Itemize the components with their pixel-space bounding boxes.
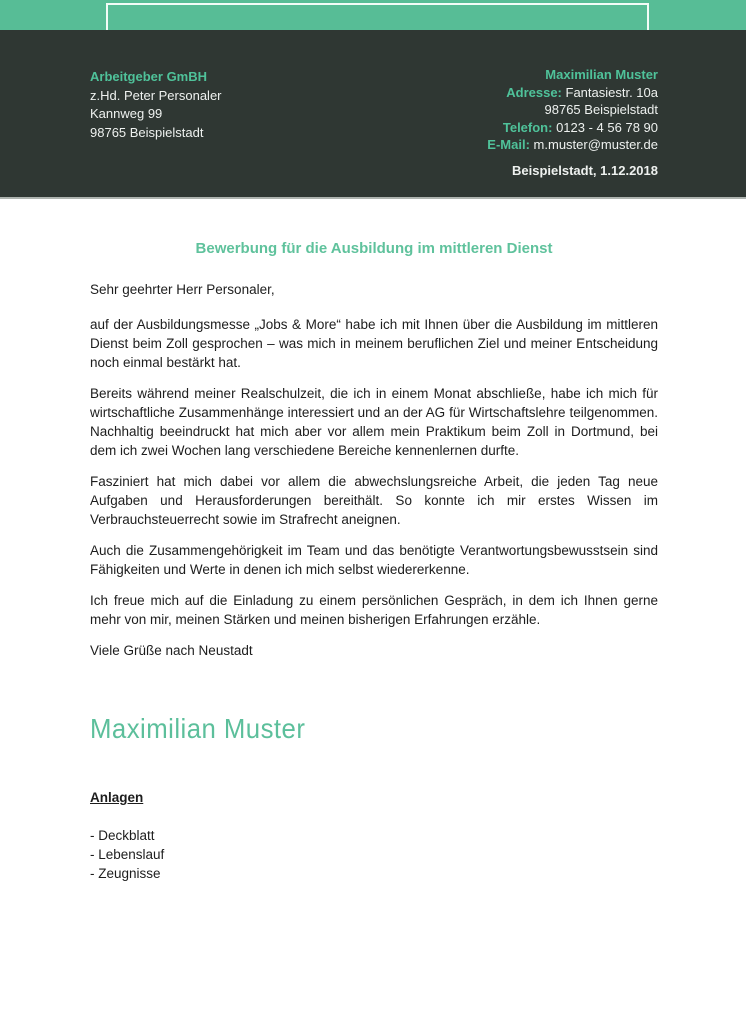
sender-value: Fantasiestr. 10a xyxy=(565,84,658,100)
sender-row-phone xyxy=(487,119,658,137)
attachments-section xyxy=(90,746,658,883)
recipient-company: Arbeitgeber GmBH xyxy=(90,69,208,84)
attachment-item: - Deckblatt xyxy=(90,828,155,843)
closing-line: Viele Grüße nach Neustadt xyxy=(90,643,253,658)
sender-label: Telefon: xyxy=(502,119,553,135)
sender-value: m.muster@muster.de xyxy=(533,137,658,152)
sender-value: 0123 - 4 56 78 90 xyxy=(556,119,658,135)
sender-contact-block xyxy=(487,66,658,179)
attachment-item: - Lebenslauf xyxy=(90,847,165,862)
paragraph: Bereits während meiner Realschulzeit, die ich in einem Monat abschließe, habe ich mich für wirtschaftliche Zusammenhänge interessiert und an der AG für Wirtschaftslehre teilgenommen. Nachhaltig beeindruckt hat mich aber vor allem mein Praktikum beim Zoll in Dortmund, bei dem ich zwei Wochen lang verschiedene Bereiche kennenlernen durfte. xyxy=(90,386,658,458)
recipient-line: 98765 Beispielstadt xyxy=(90,124,204,140)
place-and-date: Beispielstadt, 1.12.2018 xyxy=(512,162,658,178)
sender-row-email xyxy=(487,136,658,154)
subject-line: Bewerbung für die Ausbildung im mittleren Dienst xyxy=(195,240,553,257)
attachments-list xyxy=(90,826,658,883)
decorative-outline-rect xyxy=(106,3,649,30)
letter-paragraphs xyxy=(90,315,658,629)
sender-value: 98765 Beispielstadt xyxy=(544,102,658,117)
sender-label: Adresse: xyxy=(506,84,562,100)
paragraph: Auch die Zusammengehörigkeit im Team und das benötigte Verantwortungsbewusstsein sind Fähigkeiten und Werte in denen ich mich selbst wiedererkenne. xyxy=(90,543,658,577)
signature: Maximilian Muster xyxy=(90,713,306,744)
salutation: Sehr geehrter Herr Personaler, xyxy=(90,282,275,297)
recipient-address-block xyxy=(90,68,222,142)
paragraph: Fasziniert hat mich dabei vor allem die abwechslungsreiche Arbeit, die jeden Tag neue Aufgaben und Herausforderungen bereithält. So konnte ich mir erstes Wissen im Verbrauchsteuerrecht sowie im Strafrecht aneignen. xyxy=(90,474,658,527)
sender-row-city xyxy=(487,101,658,119)
sender-name: Maximilian Muster xyxy=(545,67,658,82)
sender-label: E-Mail: xyxy=(487,137,530,152)
letter-header xyxy=(0,30,746,199)
paragraph: Ich freue mich auf die Einladung zu einem persönlichen Gespräch, in dem ich Ihnen gerne mehr von mir, meinen Stärken und meinen bisherigen Erfahrungen erzähle. xyxy=(90,593,658,627)
paragraph: auf der Ausbildungsmesse „Jobs & More“ habe ich mit Ihnen über die Ausbildung im mittleren Dienst beim Zoll gesprochen – was mich in meinem beruflichen Ziel und meiner Entscheidung noch einmal bestärkt hat. xyxy=(90,317,658,370)
attachment-item: - Zeugnisse xyxy=(90,866,161,881)
sender-row-address xyxy=(487,84,658,102)
letter-body xyxy=(0,201,746,883)
recipient-line: Kannweg 99 xyxy=(90,106,163,121)
attachments-title: Anlagen xyxy=(90,790,144,805)
recipient-line: z.Hd. Peter Personaler xyxy=(90,87,222,103)
